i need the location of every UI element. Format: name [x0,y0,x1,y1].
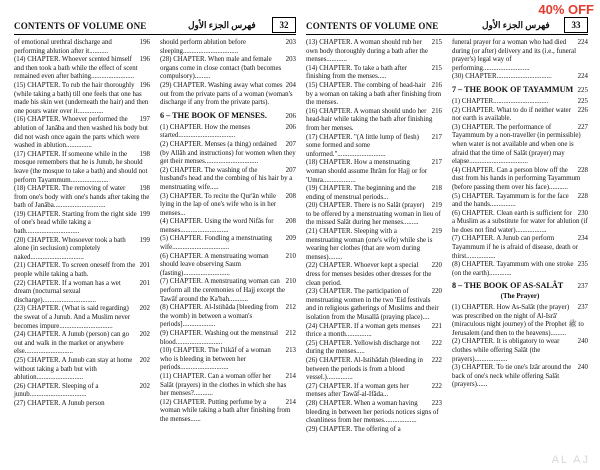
toc-entry-page: 215 [431,39,442,46]
book-subheading: (The Prayer) [500,292,540,301]
toc-entry [306,228,442,262]
toc-entry [452,364,588,390]
toc-entry-page: 210 [285,278,296,286]
toc-entry [160,56,296,82]
left-page [14,18,296,466]
toc-entry [452,39,588,73]
toc-entry-title: (28) CHAPTER. When male and female organs come in close contact (bath becomes compulsory)......... [160,56,282,81]
toc-entry [14,56,150,82]
toc-entry-title: (8) CHAPTER. Tayammum with one stroke (on the earth)............. [452,261,574,277]
toc-entry [14,185,150,211]
toc-entry-title: (19) CHAPTER. Starting from the right side of one's head while taking a bath............................... [14,210,137,236]
toc-entry-page: 199 [139,210,150,218]
heading-page: 206 [285,111,296,120]
toc-entry-title: (25) CHAPTER. A Junub can stay at home without taking a bath but with ablution........................... [14,356,133,382]
toc-entry-title: of emotional urethral discharge and performing ablution after it........... [14,39,112,55]
toc-entry-page: 214 [285,372,296,380]
toc-entry [306,426,442,435]
toc-entry [452,304,588,338]
toc-entry-title: (15) CHAPTER. To rub the hair thoroughly (while taking a bath) till one feels that one has made his skin wet (underneath the hair) and then one pours water over it............... [14,81,149,115]
toc-entry [306,159,442,185]
left-page-column-1 [14,39,150,425]
toc-entry-title: (29) CHAPTER. The offering of a [306,425,401,433]
toc-entry [160,330,296,347]
toc-entry [160,193,296,219]
toc-entry [306,39,442,65]
toc-entry-title: (17) CHAPTER. If someone while in the mosque remembers that he is Junub, he should leave (the mosque to take a bath) and should not perform Tayammum...................... [14,150,148,184]
toc-entry [306,185,442,202]
toc-entry-page: 206 [285,123,296,131]
toc-entry-title: (23) CHAPTER. The participation of menstruating women in the two 'Eid festivals and in religious gatherings of Muslims and their isolation from the Musallâ (praying place).... [306,288,439,321]
book-heading-salat [452,281,588,291]
toc-entry-title: (20) CHAPTER. Whosoever took a bath alone (in seclusion) completely naked............................... [14,236,126,261]
toc-entry-title: (11) CHAPTER. Can a woman offer her Salât (prayers) in the clothes in which she has her menses?........... [160,372,287,398]
toc-entry [160,124,296,141]
toc-entry-page: 201 [139,262,150,270]
right-page-column-2 [452,39,588,434]
toc-entry-title: (18) CHAPTER. The removing of water from one's body with one's hands after taking the bath of Janâba.............................. [14,185,150,210]
toc-entry [160,167,296,193]
header-arabic-title: فهرس الجزء الأول [188,20,256,30]
toc-entry-page: 240 [577,338,588,346]
toc-entry [452,73,588,82]
toc-entry-title: (26) CHAPTER. Sleeping of a junub................................. [14,382,99,399]
toc-entry [14,211,150,237]
toc-entry-title: (26) CHAPTER. Al-Istihâdah (bleeding in between the periods is from a blood vessel.)............... [306,356,423,382]
toc-entry [306,357,442,383]
toc-entry [160,347,296,373]
toc-entry-page: 224 [577,73,588,81]
toc-entry-page: 197 [139,116,150,124]
toc-entry-page: 209 [285,235,296,243]
toc-entry [452,338,588,364]
toc-entry-page: 203 [285,39,296,46]
toc-entry [14,116,150,150]
toc-entry-page: 203 [285,56,296,64]
toc-entry-title: (2) CHAPTER. The washing of the husband's head and the combing of his hair by a menstruating wife..... [160,166,293,191]
toc-entry-title: (15) CHAPTER. The combing of head-hair by a woman on taking a bath after finishing from the menses. [306,81,442,107]
toc-entry-title: (13) CHAPTER. A woman should rub her own body thoroughly during a bath after the menses............ [306,39,428,64]
toc-entry-page: 237 [577,304,588,312]
toc-entry [14,305,150,331]
toc-entry [452,98,588,107]
toc-entry-page: 234 [577,235,588,243]
header-title: CONTENTS OF VOLUME ONE [306,21,439,31]
toc-entry-page: 216 [431,81,442,89]
toc-entry-page: 202 [139,331,150,339]
toc-entry-title: (16) CHAPTER. Whoever performed the ablution of Janâba and then washed his body but did not wash once again the parts which were washed in ablution............... [14,116,148,150]
toc-entry [306,202,442,228]
page-number: 33 [564,17,588,33]
toc-entry-title: should perform ablution before sleeping................................ [160,39,246,55]
toc-entry-page: 208 [285,192,296,200]
toc-entry [160,82,296,108]
toc-entry-title: (30) CHAPTER................................ [452,73,552,81]
toc-entry [14,262,150,279]
toc-entry [14,39,150,56]
toc-entry [14,280,150,306]
toc-entry-title: (2) CHAPTER. What to do if neither water nor earth is available. [452,106,571,123]
toc-entry-title: (21) CHAPTER. To screen oneself from the people while taking a bath. [14,262,136,279]
toc-entry [160,399,296,425]
toc-entry-title: (19) CHAPTER. The beginning and the ending of menstrual periods... [306,185,416,201]
toc-entry-title: (8) CHAPTER. Al-Istihâda [bleeding from the womb) in between a woman's periods]................... [160,304,279,329]
toc-entry [306,288,442,322]
toc-entry-title: (6) CHAPTER. Clean earth is sufficient for a Muslim as a substitute for water for ablution (if he does not find water).................. [452,209,588,234]
toc-entry-page: 213 [285,347,296,355]
toc-entry-page: 210 [285,252,296,260]
right-page-header [306,18,588,35]
page-number: 32 [272,17,296,33]
toc-entry-title: (7) CHAPTER. A menstruating woman can perform all the ceremonies of Hajj except the Tawâf around the Ka'bah........... [160,278,285,303]
heading-title: 8 – THE BOOK OF AS-SALÂT [452,281,564,291]
toc-entry-page: 199 [139,236,150,244]
toc-entry [306,65,442,82]
right-page [306,18,588,466]
toc-entry-title: (1) CHAPTER. How As-Salât (the prayer) was prescribed on the night of Al-Isrâ' (miraculous night journey) of the Prophet ﷺ to Jerusalem (and then to the heavens)......... [452,304,584,337]
toc-entry-page: 225 [577,97,588,105]
toc-entry-page: 201 [139,279,150,287]
toc-entry-title: (1) CHAPTER. How the menses started................................. [160,123,251,140]
toc-entry-title: (3) CHAPTER. To tie one's Izâr around the back of one's neck while offering Salât (prayers)...... [452,364,572,389]
heading-title: 7 – THE BOOK OF TAYAMMUM [452,84,574,94]
toc-entry-page: 223 [431,399,442,407]
toc-entry-page: 219 [431,228,442,236]
heading-page: 237 [577,282,588,291]
toc-entry-page: 215 [431,64,442,72]
toc-entry-page: 198 [139,185,150,193]
toc-entry-page: 228 [577,166,588,174]
toc-entry [306,383,442,400]
toc-entry [160,218,296,235]
toc-entry-page: 230 [577,209,588,217]
toc-entry-page: 202 [139,305,150,313]
toc-entry [306,323,442,340]
toc-entry-title: funeral prayer for a woman who had died during (or after) delivery and its (i.e., funeral prayer's) legal way of performing........................... [452,39,576,72]
toc-entry-page: 219 [431,202,442,210]
toc-entry-title: (27) CHAPTER. A Junub person [14,399,105,407]
toc-entry-title: (25) CHAPTER. Yellowish discharge not during the menses..... [306,339,420,356]
toc-entry-title: (23) CHAPTER. (What is said regarding) the sweat of a Junub. And a Muslim never becomes impure............................... [14,305,131,330]
book-heading-menses [160,111,296,121]
discount-badge: 40% OFF [538,2,594,17]
toc-entry-page: 214 [285,398,296,406]
toc-entry [14,151,150,185]
toc-entry [14,400,150,409]
toc-entry-title: (16) CHAPTER. A woman should undo her head-hair while taking the bath after finishing from her menses. [306,107,433,132]
toc-entry-page: 220 [431,262,442,270]
toc-entry [14,237,150,263]
toc-entry-title: (29) CHAPTER. Washing away what comes out from the private parts of a woman (woman's discharge if any from the private parts). [160,81,293,107]
toc-entry-page: 207 [285,140,296,148]
toc-entry-title: (17) CHAPTER. "(A little lump of flesh) some formed and some unformed."............................ [306,133,419,158]
toc-entry [452,193,588,210]
toc-entry-page: 222 [431,339,442,347]
heading-page: 225 [577,85,588,94]
toc-entry-title: (18) CHAPTER. How a menstruating woman should assume Ihrâm for Hajj or for 'Umra................... [306,159,428,184]
toc-entry-title: (1) CHAPTER................................ [452,97,549,105]
toc-entry-title: (22) CHAPTER. Whoever kept a special dress for menses besides other dresses for the clean period. [306,262,432,287]
toc-entry [306,108,442,134]
toc-entry [160,39,296,56]
right-page-column-1 [306,39,442,434]
toc-entry-page: 207 [285,166,296,174]
toc-entry-title: (14) CHAPTER. To take a bath after finishing from the menses..... [306,64,408,81]
watermark: AL AJ [551,454,590,466]
toc-entry-title: (3) CHAPTER. To recite the Qur'ân while lying in the lap of one's wife who is in her menses... [160,192,277,217]
toc-entry [452,261,588,278]
toc-entry-title: (10) CHAPTER. The I'tikâf of a woman who is bleeding in between her periods............................ [160,347,271,372]
toc-entry [306,340,442,357]
toc-entry-page: 196 [139,39,150,46]
left-page-header [14,18,296,35]
toc-entry-title: (12) CHAPTER. Putting perfume by a woman while taking a bath after finishing from the menses...... [160,398,291,423]
toc-entry [160,373,296,399]
toc-entry [14,82,150,116]
toc-entry-page: 240 [577,364,588,372]
toc-entry-title: (21) CHAPTER. Sleeping with a menstruating woman (one's wife) while she is wearing her clothes (that are worn during menses)........ [306,228,433,261]
toc-entry-page: 212 [285,330,296,337]
toc-entry-page: 212 [285,304,296,312]
header-arabic-title: فهرس الجزء الأول [482,20,550,30]
header-title: CONTENTS OF VOLUME ONE [14,21,147,31]
toc-entry [452,235,588,261]
toc-entry [14,383,150,400]
toc-entry-title: (9) CHAPTER. Washing out the menstrual blood........................... [160,330,278,346]
toc-entry-page: 224 [577,39,588,46]
toc-entry [160,253,296,279]
toc-entry-page: 196 [139,56,150,64]
toc-entry-title: (24) CHAPTER. If a woman gets menses thrice a month............... [306,322,421,339]
toc-entry-page: 222 [431,356,442,364]
toc-entry [452,167,588,193]
toc-entry-title: (14) CHAPTER. Whoever scented himself and then took a bath while the effect of scent remained even after bathing......................... [14,56,138,81]
toc-entry-page: 216 [431,107,442,115]
toc-entry [160,141,296,167]
toc-entry-page: 202 [139,382,150,390]
book-heading-tayammum [452,85,588,95]
toc-entry-title: (5) CHAPTER. Fondling a menstruating wife................................. [160,235,272,252]
toc-entry [14,357,150,383]
toc-entry [452,210,588,236]
toc-entry-page: 221 [431,322,442,330]
toc-entry [160,304,296,330]
toc-entry-title: (3) CHAPTER. The performance of Tayammum by a non-traveller (in permissible) when water is not available and when one is afraid that the time of Salât (prayer) may elapse.................................. [452,123,581,166]
toc-entry [452,124,588,167]
toc-entry-title: (4) CHAPTER. Can a person blow off the dust from his hands in performing Tayammum (before passing them over his face)........... [452,166,581,191]
toc-entry [306,400,442,426]
toc-entry-page: 218 [431,185,442,193]
toc-entry-page: 217 [431,159,442,167]
toc-entry-page: 202 [139,356,150,364]
toc-entry [160,235,296,252]
toc-entry-title: (22) CHAPTER. If a woman has a wet dream (nocturnal sexual discharge)............................... [14,279,121,304]
toc-entry-title: (20) CHAPTER. There is no Salât (prayer) to be offered by a menstruating woman in lieu of the missed Salât during her menses......... [306,202,441,227]
toc-entry-title: (27) CHAPTER. If a woman gets her menses after Tawâf-al-Ifâda... [306,382,409,399]
toc-entry-page: 222 [431,382,442,390]
toc-entry [14,331,150,357]
toc-entry-title: (2) CHAPTER. Menses (a thing) ordained (by Allâh and instructions) for women when they get their menses............................... [160,140,296,166]
toc-entry-page: 226 [577,106,588,114]
toc-entry-title: (28) CHAPTER. When a woman having bleeding in between her periods notices signs of cleanliness from her menses................... [306,399,439,425]
toc-entry-page: 235 [577,261,588,269]
toc-entry-page: 217 [431,133,442,141]
toc-entry-page: 208 [285,218,296,226]
toc-entry-page: 198 [139,150,150,158]
toc-entry [306,262,442,288]
toc-entry-page: 228 [577,192,588,200]
toc-entry-page: 220 [431,288,442,296]
toc-entry-title: (24) CHAPTER. A Junub (person) can go out and walk in the market or anywhere else............................ [14,331,130,356]
toc-entry-title: (6) CHAPTER. A menstruating woman should leave observing Saum (fasting)........................... [160,252,269,277]
toc-entry-title: (2) CHAPTER. It is obligatory to wear clothes while offering Salât (the prayers)................... [452,338,560,363]
toc-entry [306,82,442,108]
toc-entry-title: (4) CHAPTER. Using the word Nifâs for menses............................ [160,218,274,234]
toc-entry [160,278,296,304]
toc-entry-title: (5) CHAPTER. Tayammum is for the face and the hands............... [452,192,569,209]
toc-entry-page: 204 [285,81,296,89]
toc-entry-title: (7) CHAPTER. A Junub can perform Tayammum if he is afraid of disease, death or thirst................. [452,235,578,260]
toc-entry-page: 227 [577,123,588,131]
left-page-column-2 [160,39,296,425]
toc-entry-page: 196 [139,81,150,89]
toc-entry [306,134,442,160]
toc-entry [452,107,588,124]
heading-title: 6 – THE BOOK OF MENSES. [160,110,267,120]
